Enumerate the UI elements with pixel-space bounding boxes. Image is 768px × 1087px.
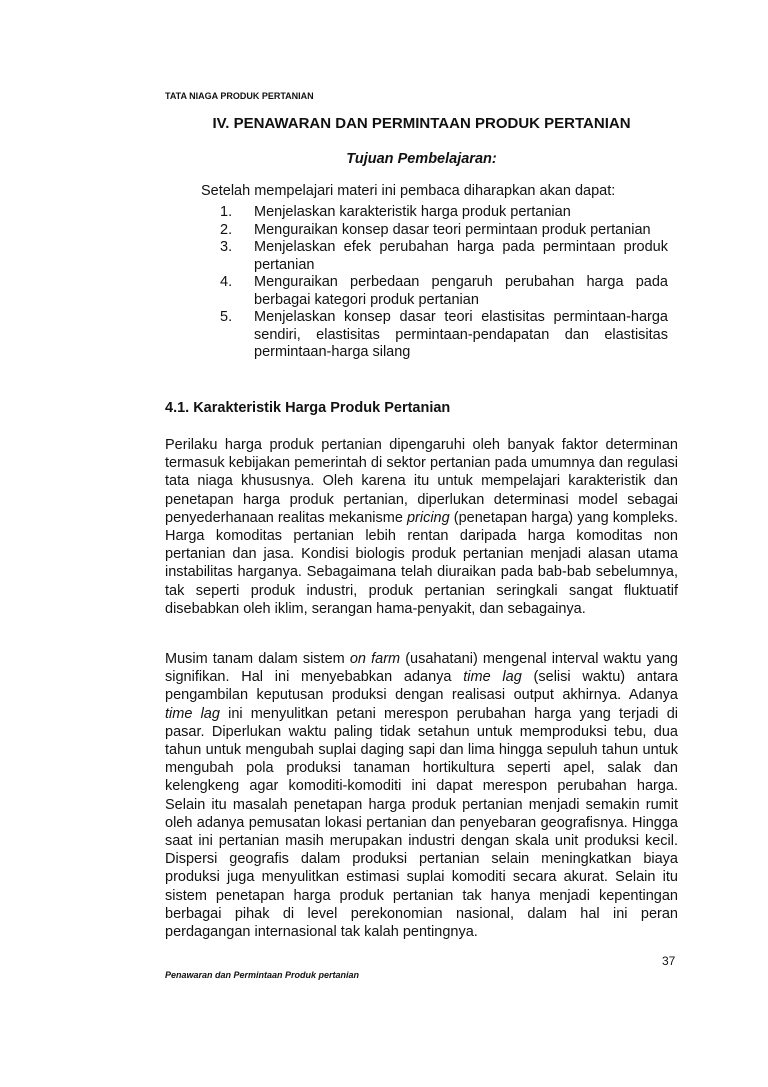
paragraph-text: (selisi waktu) antara pengambilan keputusan produksi dengan realisasi output akhirnya. Adanya: [165, 669, 678, 704]
objective-item: [220, 239, 668, 274]
objective-text: Menguraikan perbedaan pengaruh perubahan harga pada berbagai kategori produk pertanian: [254, 274, 668, 308]
page-number: 37: [662, 954, 676, 968]
objective-item: [220, 204, 668, 222]
objective-text: Menjelaskan karakteristik harga produk pertanian: [254, 204, 571, 220]
objective-item: [220, 309, 668, 362]
paragraph-text: (usahatani) mengenal interval waktu yang signifikan. Hal ini menyebabkan adanya: [165, 651, 678, 686]
paragraph-text: ini menyulitkan petani merespon perubahan harga yang terjadi di pasar. Diperlukan waktu paling tidak setahun untuk memproduksi tebu, dua tahun untuk mengubah suplai daging sapi dan lima hingga sepuluh tahun untuk mengubah pola produksi tanaman hortikultura seperti apel, salak dan kelengkeng agar komoditi-komoditi ini dapat merespon perubahan harga. Selain itu masalah penetapan harga produk pertanian menjadi semakin rumit oleh adanya pemusatan lokasi pertanian dan penyebaran geografisnya. Hingga saat ini pertanian masih merupakan industri dengan skala unit produksi kecil. Dispersi geografis dalam produksi pertanian selain meningkatkan biaya produksi juga menyulitkan estimasi suplai komoditi secara akurat. Selain itu sistem penetapan harga produk pertanian tak hanya menjadi kepentingan berbagai pihak di level perekonomian nasional, dalam hal ini peran perdagangan internasional tak kalah pentingnya.: [165, 705, 678, 941]
objective-number: 4.: [220, 274, 233, 290]
objectives-list: [220, 204, 668, 362]
italic-term: time lag: [165, 705, 220, 722]
objective-item: [220, 222, 668, 240]
italic-term: pricing: [406, 509, 450, 526]
objective-number: 3.: [220, 239, 233, 255]
running-footer: Penawaran dan Permintaan Produk pertanian: [165, 970, 360, 980]
objective-text: Menjelaskan efek perubahan harga pada permintaan produk pertanian: [254, 239, 668, 273]
objectives-intro: Setelah mempelajari materi ini pembaca diharapkan akan dapat:: [201, 183, 616, 199]
objective-number: 5.: [220, 309, 233, 325]
objective-text: Menguraikan konsep dasar teori permintaan produk pertanian: [254, 221, 651, 238]
running-header: TATA NIAGA PRODUK PERTANIAN: [165, 91, 314, 101]
objective-number: 2.: [220, 221, 233, 238]
chapter-title: IV. PENAWARAN DAN PERMINTAAN PRODUK PERTANIAN: [212, 115, 631, 132]
section-heading: 4.1. Karakteristik Harga Produk Pertanian: [165, 400, 451, 416]
objective-text: Menjelaskan konsep dasar teori elastisitas permintaan-harga sendiri, elastisitas permintaan-pendapatan dan elastisitas permintaan-harga silang: [254, 309, 668, 360]
paragraph-2: [165, 650, 678, 941]
italic-term: on farm: [349, 651, 401, 667]
paragraph-1: [165, 436, 678, 618]
italic-term: time lag: [463, 669, 522, 686]
paragraph-text: Perilaku harga produk pertanian dipengaruhi oleh banyak faktor determinan termasuk kebijakan pemerintah di sektor pertanian pada umumnya dan regulasi tata niaga khususnya. Oleh karena itu untuk mempelajari karakteristik dan penetapan harga produk pertanian, diperlukan determinasi model sebagai penyederhanaan realitas mekanisme: [165, 437, 678, 526]
objective-number: 1.: [220, 204, 233, 220]
paragraph-text: Musim tanam dalam sistem: [165, 651, 350, 667]
objectives-title: Tujuan Pembelajaran:: [346, 151, 497, 167]
paragraph-text: (penetapan harga) yang kompleks. Harga komoditas pertanian lebih rentan daripada harga komoditas non pertanian dan jasa. Kondisi biologis produk pertanian menjadi alasan utama instabilitas harganya. Sebagaimana telah diuraikan pada bab-bab sebelumnya, tak seperti produk industri, produk pertanian seringkali sangat fluktuatif disebabkan oleh iklim, serangan hama-penyakit, dan sebagainya.: [165, 509, 678, 617]
objective-item: [220, 274, 668, 309]
